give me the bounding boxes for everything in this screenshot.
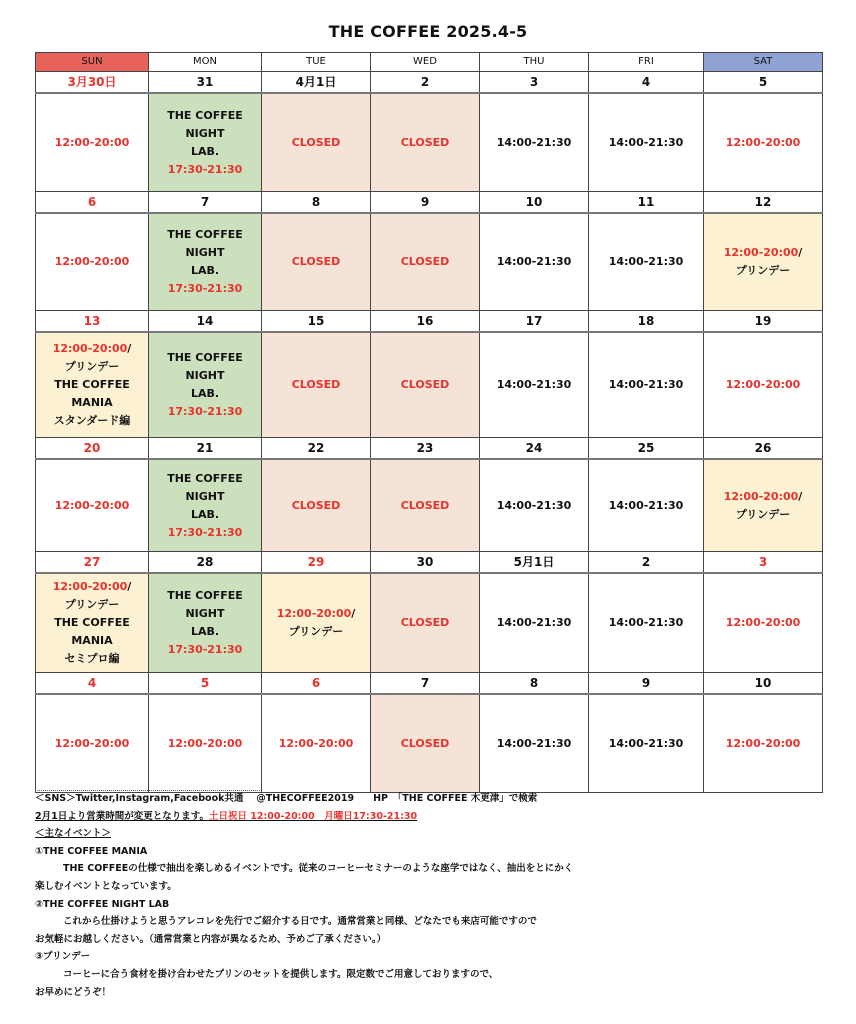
schedule-row <box>36 573 823 673</box>
date-cell-sat: 10 <box>704 673 823 695</box>
schedule-text: LAB. <box>190 144 220 158</box>
schedule-cell-open <box>704 694 823 793</box>
schedule-line <box>36 412 148 430</box>
schedule-text: 12:00-20:00 <box>278 736 354 750</box>
schedule-line <box>262 497 370 515</box>
schedule-cell-closed <box>371 573 480 673</box>
date-cell-sun: 3月30日 <box>36 72 149 94</box>
separator: / <box>127 580 132 593</box>
schedule-text: CLOSED <box>400 498 450 512</box>
schedule-cell-open <box>36 93 149 192</box>
event-3 <box>35 948 835 1001</box>
schedule-text: LAB. <box>190 264 220 277</box>
schedule-row <box>36 213 823 311</box>
event-title: ③プリンデー <box>35 951 91 963</box>
schedule-text: THE COFFEE MANIA <box>54 378 130 409</box>
date-cell-mon: 21 <box>149 438 262 460</box>
weekday-tue: TUE <box>262 53 371 72</box>
schedule-text: 12:00-20:00 <box>276 607 352 620</box>
date-cell-mon: 31 <box>149 72 262 94</box>
date-cell-fri: 2 <box>589 552 704 574</box>
schedule-text: 12:00-20:00 <box>54 736 130 750</box>
schedule-text: プリンデー <box>735 507 791 521</box>
schedule-cell-closed <box>262 213 371 311</box>
schedule-line <box>262 134 370 152</box>
date-cell-sat: 19 <box>704 311 823 333</box>
schedule-text: THE COFFEE NIGHT <box>167 351 243 382</box>
schedule-text: プリンデー <box>64 360 120 373</box>
schedule-text: THE COFFEE NIGHT <box>167 228 243 259</box>
weekday-header-row <box>36 53 823 72</box>
date-cell-sun: 4 <box>36 673 149 695</box>
schedule-text: 14:00-21:30 <box>496 736 572 750</box>
schedule-text: 14:00-21:30 <box>496 135 572 149</box>
date-cell-fri: 25 <box>589 438 704 460</box>
schedule-text: 14:00-21:30 <box>608 255 684 268</box>
schedule-line <box>589 376 703 394</box>
schedule-text: LAB. <box>190 387 220 400</box>
schedule-cell-open <box>480 93 589 192</box>
schedule-text: 14:00-21:30 <box>496 616 572 629</box>
schedule-text: 14:00-21:30 <box>608 135 684 149</box>
schedule-text: 17:30-21:30 <box>167 282 243 295</box>
event-1 <box>35 843 835 896</box>
schedule-line <box>149 641 261 659</box>
schedule-line <box>262 376 370 394</box>
schedule-text: 12:00-20:00 <box>54 498 130 512</box>
date-row <box>36 72 823 94</box>
date-cell-sat: 12 <box>704 192 823 214</box>
schedule-line <box>589 735 703 753</box>
schedule-line <box>36 735 148 753</box>
date-cell-thu: 3 <box>480 72 589 94</box>
schedule-line <box>480 376 588 394</box>
date-row <box>36 552 823 574</box>
notice-text: 2月1日より営業時間が変更となります。 <box>35 810 209 822</box>
schedule-line <box>371 376 479 394</box>
schedule-text: 14:00-21:30 <box>608 616 684 629</box>
schedule-cell-open <box>704 573 823 673</box>
schedule-line <box>589 614 703 632</box>
date-cell-tue: 29 <box>262 552 371 574</box>
schedule-line <box>36 497 148 515</box>
schedule-cell-night <box>149 332 262 438</box>
date-cell-sat: 26 <box>704 438 823 460</box>
schedule-line <box>36 358 148 376</box>
schedule-text: LAB. <box>190 625 220 638</box>
date-row <box>36 673 823 695</box>
schedule-text: CLOSED <box>400 255 450 268</box>
date-cell-thu: 24 <box>480 438 589 460</box>
schedule-cell-open <box>480 694 589 793</box>
schedule-calendar <box>35 52 823 793</box>
schedule-text: CLOSED <box>291 255 341 268</box>
schedule-cell-closed <box>371 332 480 438</box>
schedule-text: 14:00-21:30 <box>608 736 684 750</box>
schedule-text: 12:00-20:00 <box>725 135 801 149</box>
schedule-line <box>36 134 148 152</box>
schedule-line <box>36 376 148 412</box>
schedule-cell-open <box>704 332 823 438</box>
schedule-text: 12:00-20:00 <box>167 736 243 750</box>
schedule-line <box>149 262 261 280</box>
schedule-line <box>480 614 588 632</box>
separator: / <box>798 489 803 503</box>
date-cell-sun: 6 <box>36 192 149 214</box>
date-cell-sun: 13 <box>36 311 149 333</box>
schedule-line <box>704 262 822 280</box>
weekday-thu: THU <box>480 53 589 72</box>
date-row <box>36 438 823 460</box>
schedule-line <box>262 623 370 641</box>
schedule-cell-night <box>149 213 262 311</box>
schedule-text: THE COFFEE MANIA <box>54 616 130 647</box>
schedule-text: プリンデー <box>64 598 120 611</box>
schedule-row <box>36 332 823 438</box>
schedule-cell-closed <box>371 93 480 192</box>
separator: / <box>798 246 803 259</box>
schedule-line <box>149 470 261 506</box>
schedule-line <box>262 253 370 271</box>
schedule-line <box>36 578 148 596</box>
schedule-cell-event <box>262 573 371 673</box>
schedule-line <box>36 340 148 358</box>
weekday-sun: SUN <box>36 53 149 72</box>
event-description: お早めにどうぞ！ <box>35 986 112 998</box>
date-cell-tue: 6 <box>262 673 371 695</box>
schedule-cell-closed <box>262 459 371 552</box>
schedule-cell-open <box>36 459 149 552</box>
sns-line: ＜SNS＞Twitter,Instagram,Facebook共通 @THECOFFEE2019 HP 「THE COFFEE 木更津」で検索 <box>35 793 538 804</box>
schedule-text: 12:00-20:00 <box>54 255 130 268</box>
schedule-cell-open <box>36 694 149 793</box>
date-cell-tue: 8 <box>262 192 371 214</box>
schedule-text: CLOSED <box>400 736 450 750</box>
schedule-line <box>149 623 261 641</box>
schedule-line <box>36 614 148 650</box>
schedule-text: 14:00-21:30 <box>608 378 684 391</box>
schedule-line <box>480 134 588 152</box>
schedule-cell-event <box>36 332 149 438</box>
schedule-text: CLOSED <box>400 135 450 149</box>
schedule-line <box>36 253 148 271</box>
schedule-cell-open <box>36 213 149 311</box>
date-cell-sat: 3 <box>704 552 823 574</box>
schedule-cell-open <box>589 213 704 311</box>
schedule-text: 14:00-21:30 <box>496 255 572 268</box>
schedule-line <box>149 349 261 385</box>
schedule-line <box>371 497 479 515</box>
schedule-text: CLOSED <box>400 616 450 629</box>
event-description: コーヒーに合う食材を掛け合わせたプリンのセットを提供します。限定数でご用意しておりますので、 <box>63 968 499 980</box>
schedule-line <box>704 506 822 524</box>
date-cell-wed: 7 <box>371 673 480 695</box>
event-title: ①THE COFFEE MANIA <box>35 845 148 857</box>
schedule-text: 12:00-20:00 <box>725 378 801 391</box>
date-row <box>36 192 823 214</box>
hours-change-notice <box>35 808 835 826</box>
schedule-line <box>704 488 822 506</box>
schedule-cell-open <box>480 459 589 552</box>
schedule-line <box>149 735 261 753</box>
schedule-text: スタンダード編 <box>53 414 131 427</box>
date-cell-tue: 15 <box>262 311 371 333</box>
schedule-text: CLOSED <box>291 378 341 391</box>
schedule-text: 12:00-20:00 <box>54 135 130 149</box>
footer-notes <box>35 790 835 1001</box>
weekday-sat: SAT <box>704 53 823 72</box>
separator: / <box>127 342 132 355</box>
schedule-line <box>149 506 261 524</box>
schedule-text: 14:00-21:30 <box>608 498 684 512</box>
schedule-cell-event <box>36 573 149 673</box>
event-description: お気軽にお越しください。（通常営業と内容が異なるため、予めご了承ください。） <box>35 933 387 945</box>
schedule-row <box>36 93 823 192</box>
schedule-line <box>149 587 261 623</box>
schedule-line <box>371 735 479 753</box>
date-cell-fri: 4 <box>589 72 704 94</box>
schedule-line <box>149 403 261 421</box>
event-description: 楽しむイベントとなっています。 <box>35 880 177 892</box>
schedule-text: 17:30-21:30 <box>167 405 243 418</box>
schedule-text: プリンデー <box>735 264 791 277</box>
separator: / <box>351 607 356 620</box>
schedule-cell-open <box>149 694 262 793</box>
date-cell-mon: 5 <box>149 673 262 695</box>
schedule-text: CLOSED <box>291 498 341 512</box>
schedule-text: CLOSED <box>291 135 341 149</box>
schedule-cell-closed <box>371 213 480 311</box>
schedule-text: 12:00-20:00 <box>52 580 128 593</box>
schedule-cell-open <box>589 459 704 552</box>
schedule-line <box>371 614 479 632</box>
notice-hours: 土日祝日 12:00-20:00 月曜日17:30-21:30 <box>208 810 418 822</box>
schedule-cell-open <box>589 332 704 438</box>
schedule-line <box>589 253 703 271</box>
date-cell-mon: 28 <box>149 552 262 574</box>
schedule-line <box>36 650 148 668</box>
date-cell-sat: 5 <box>704 72 823 94</box>
schedule-cell-open <box>704 93 823 192</box>
schedule-cell-open <box>262 694 371 793</box>
schedule-line <box>589 497 703 515</box>
schedule-text: THE COFFEE NIGHT <box>167 108 243 140</box>
schedule-cell-closed <box>371 459 480 552</box>
date-cell-wed: 2 <box>371 72 480 94</box>
schedule-line <box>480 253 588 271</box>
date-cell-mon: 7 <box>149 192 262 214</box>
schedule-line <box>480 497 588 515</box>
date-cell-sun: 20 <box>36 438 149 460</box>
schedule-cell-open <box>589 93 704 192</box>
schedule-line <box>36 596 148 614</box>
calendar-title: THE COFFEE 2025.4-5 <box>328 22 528 41</box>
schedule-line <box>149 107 261 143</box>
schedule-cell-open <box>480 332 589 438</box>
event-title: ②THE COFFEE NIGHT LAB <box>35 898 170 910</box>
date-cell-tue: 4月1日 <box>262 72 371 94</box>
schedule-text: THE COFFEE NIGHT <box>167 589 243 620</box>
date-cell-fri: 11 <box>589 192 704 214</box>
date-cell-mon: 14 <box>149 311 262 333</box>
date-cell-wed: 9 <box>371 192 480 214</box>
schedule-text: 12:00-20:00 <box>723 246 799 259</box>
date-cell-tue: 22 <box>262 438 371 460</box>
weekday-mon: MON <box>149 53 262 72</box>
weekday-wed: WED <box>371 53 480 72</box>
schedule-cell-event <box>704 459 823 552</box>
schedule-cell-event <box>704 213 823 311</box>
schedule-line <box>704 244 822 262</box>
schedule-line <box>149 161 261 179</box>
date-cell-wed: 23 <box>371 438 480 460</box>
schedule-line <box>704 134 822 152</box>
event-description: THE COFFEEの仕様で抽出を楽しめるイベントです。従来のコーヒーセミナーのような座学ではなく、抽出をとにかく <box>63 863 574 875</box>
schedule-cell-open <box>480 573 589 673</box>
schedule-row <box>36 459 823 552</box>
schedule-line <box>149 385 261 403</box>
events-heading: ＜主なイベント＞ <box>35 828 112 840</box>
schedule-line <box>371 134 479 152</box>
schedule-text: LAB. <box>190 507 220 521</box>
schedule-text: 14:00-21:30 <box>496 498 572 512</box>
schedule-text: 17:30-21:30 <box>167 643 243 656</box>
schedule-text: 14:00-21:30 <box>496 378 572 391</box>
date-row <box>36 311 823 333</box>
schedule-line <box>371 253 479 271</box>
schedule-cell-closed <box>262 332 371 438</box>
schedule-line <box>262 735 370 753</box>
schedule-text: CLOSED <box>400 378 450 391</box>
schedule-line <box>149 280 261 298</box>
schedule-text: 12:00-20:00 <box>52 342 128 355</box>
event-2 <box>35 896 835 949</box>
date-cell-thu: 5月1日 <box>480 552 589 574</box>
schedule-cell-open <box>480 213 589 311</box>
schedule-text: 12:00-20:00 <box>725 736 801 750</box>
schedule-row <box>36 694 823 793</box>
schedule-text: セミプロ編 <box>64 652 120 665</box>
schedule-line <box>704 614 822 632</box>
schedule-line <box>262 605 370 623</box>
schedule-text: 12:00-20:00 <box>723 489 799 503</box>
date-cell-thu: 10 <box>480 192 589 214</box>
weekday-fri: FRI <box>589 53 704 72</box>
schedule-cell-night <box>149 573 262 673</box>
schedule-cell-open <box>589 573 704 673</box>
schedule-cell-closed <box>262 93 371 192</box>
schedule-line <box>149 143 261 161</box>
schedule-line <box>149 226 261 262</box>
schedule-cell-closed <box>371 694 480 793</box>
schedule-text: 17:30-21:30 <box>167 525 243 539</box>
date-cell-fri: 9 <box>589 673 704 695</box>
schedule-cell-open <box>589 694 704 793</box>
schedule-text: プリンデー <box>288 625 344 638</box>
schedule-line <box>480 735 588 753</box>
schedule-text: THE COFFEE NIGHT <box>167 471 243 503</box>
date-cell-wed: 16 <box>371 311 480 333</box>
schedule-line <box>704 376 822 394</box>
schedule-text: 17:30-21:30 <box>167 162 243 176</box>
schedule-cell-night <box>149 459 262 552</box>
schedule-cell-night <box>149 93 262 192</box>
date-cell-thu: 17 <box>480 311 589 333</box>
event-description: これから仕掛けようと思うアレコレを先行でご紹介する日です。通常営業と同様、どなたでも来店可能ですので <box>63 916 537 928</box>
date-cell-wed: 30 <box>371 552 480 574</box>
date-cell-sun: 27 <box>36 552 149 574</box>
date-cell-thu: 8 <box>480 673 589 695</box>
schedule-line <box>149 524 261 542</box>
date-cell-fri: 18 <box>589 311 704 333</box>
schedule-text: 12:00-20:00 <box>725 616 801 629</box>
schedule-line <box>704 735 822 753</box>
schedule-line <box>589 134 703 152</box>
